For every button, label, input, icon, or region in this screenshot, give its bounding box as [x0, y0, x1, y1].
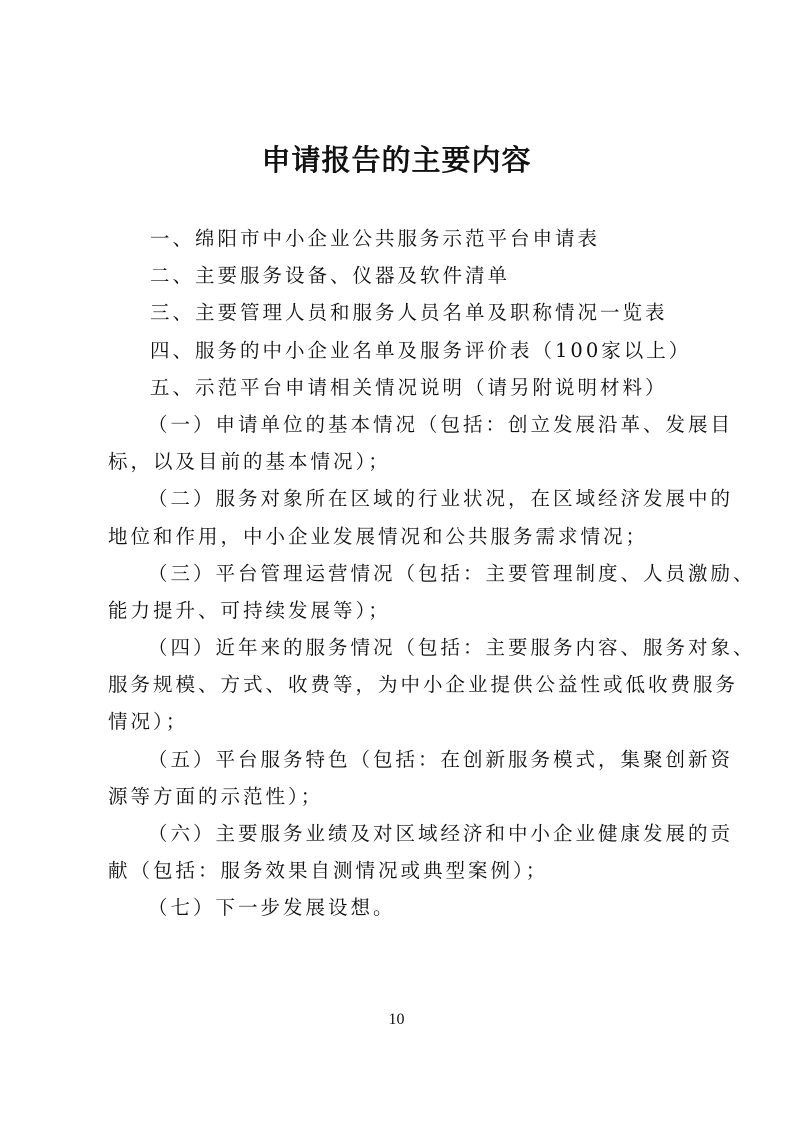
body-line: 地位和作用，中小企业发展情况和公共服务需求情况； [108, 524, 649, 548]
body-line: （七）下一步发展设想。 [148, 896, 396, 920]
body-line: 四、服务的中小企业名单及服务评价表（100家以上） [150, 338, 692, 362]
body-line: （四）近年来的服务情况（包括：主要服务内容、服务对象、 [148, 636, 756, 660]
body-line: 献（包括：服务效果自测情况或典型案例）； [108, 859, 549, 883]
body-line: （六）主要服务业绩及对区域经济和中小企业健康发展的贡 [148, 822, 734, 845]
body-line: （一）申请单位的基本情况（包括：创立发展沿革、发展目 [148, 412, 734, 436]
document-body [108, 220, 756, 927]
body-line: 情况）； [108, 710, 189, 734]
body-line: （二）服务对象所在区域的行业状况，在区域经济发展中的 [148, 487, 734, 511]
page-title: 申请报告的主要内容 [261, 143, 532, 177]
body-line: 能力提升、可持续发展等）； [108, 598, 391, 622]
body-line: 五、示范平台申请相关情况说明（请另附说明材料） [150, 375, 668, 399]
body-line: （五）平台服务特色（包括：在创新服务模式，集聚创新资 [148, 747, 734, 771]
body-line: 标，以及目前的基本情况）； [108, 450, 391, 474]
page-number: 10 [388, 1011, 405, 1028]
body-line: 服务规模、方式、收费等，为中小企业提供公益性或低收费服务 [108, 673, 739, 697]
body-line: 二、主要服务设备、仪器及软件清单 [150, 264, 511, 288]
body-line: （三）平台管理运营情况（包括：主要管理制度、人员激励、 [148, 561, 756, 585]
body-line: 三、主要管理人员和服务人员名单及职称情况一览表 [150, 301, 668, 325]
body-line: 源等方面的示范性）； [108, 784, 324, 808]
body-line: 一、绵阳市中小企业公共服务示范平台申请表 [150, 227, 601, 250]
